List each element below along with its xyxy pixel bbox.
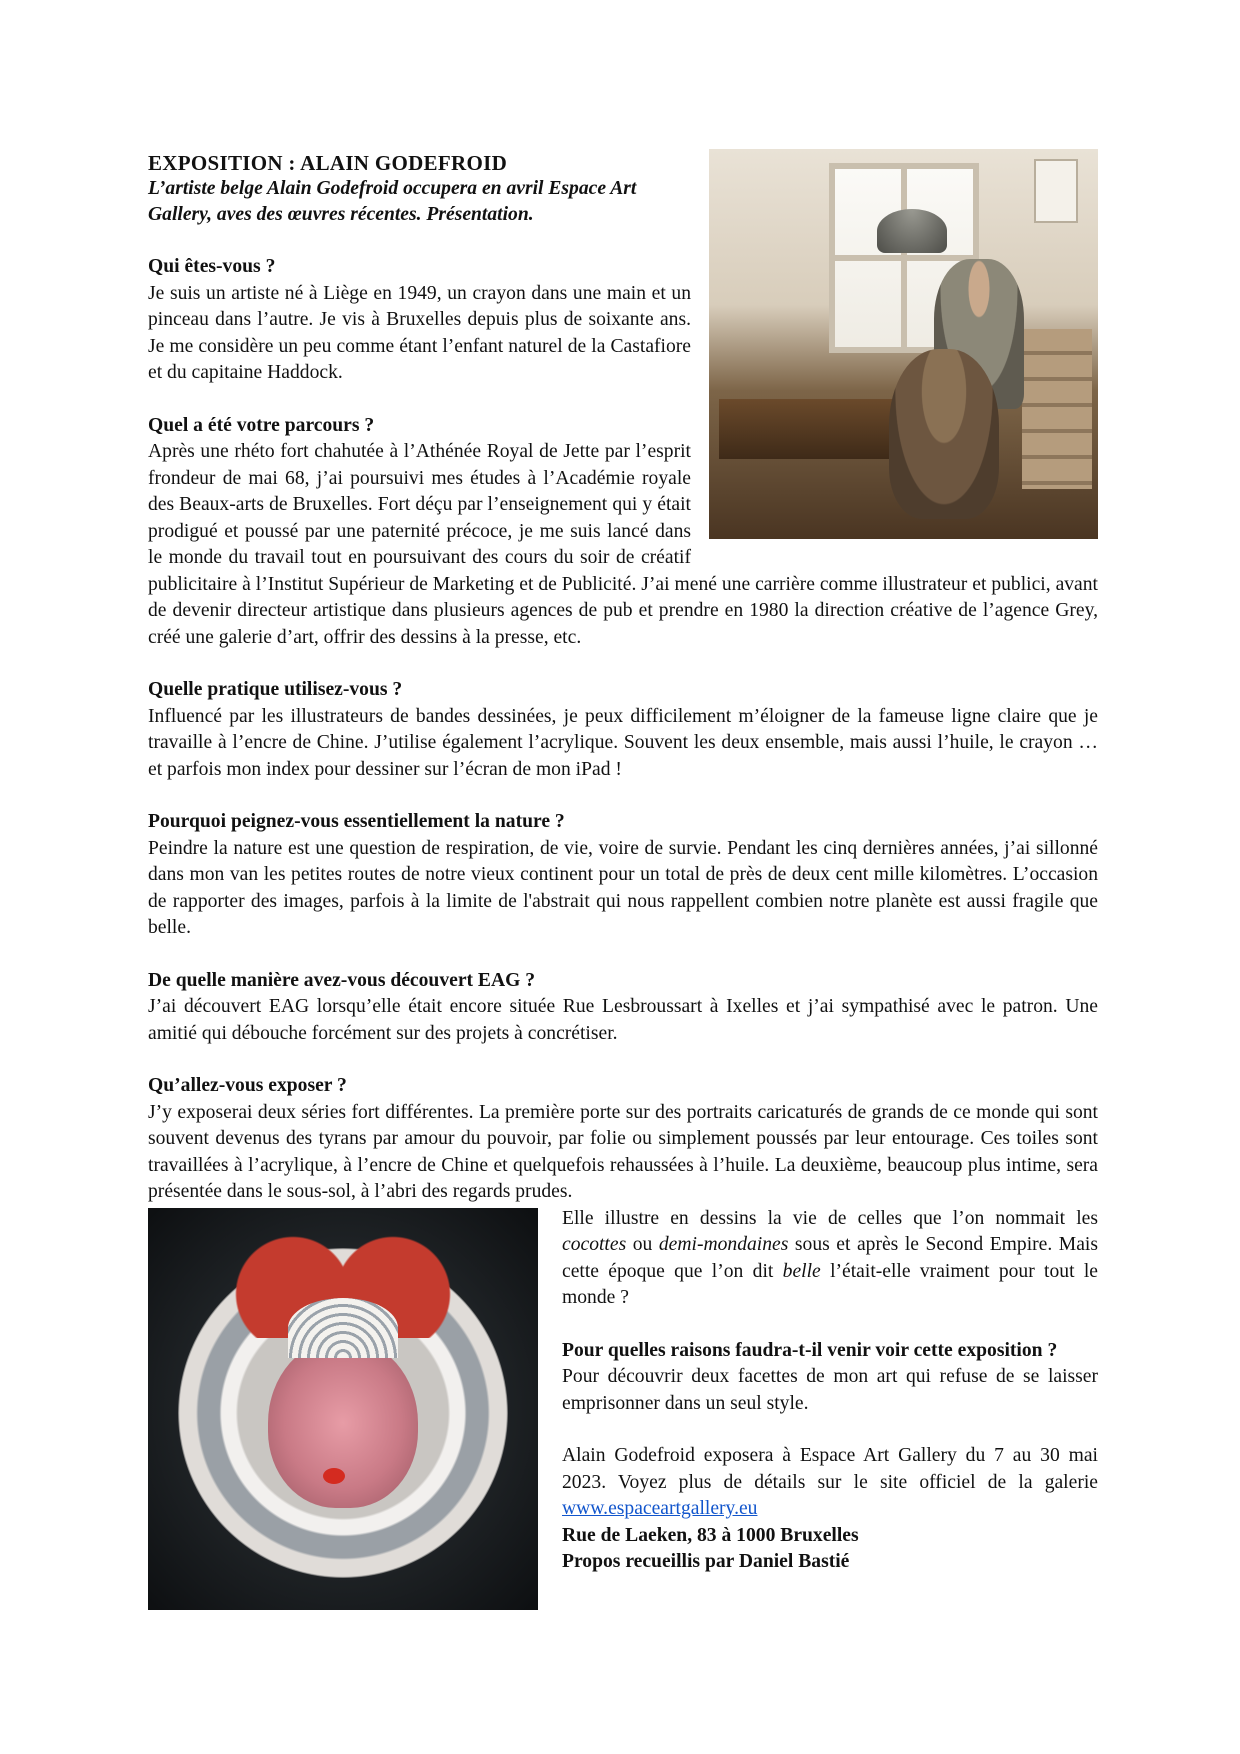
dog-figure	[889, 349, 999, 519]
interview-credit: Propos recueillis par Daniel Bastié	[562, 1551, 850, 1572]
question-practice: Quelle pratique utilisez-vous ?	[148, 679, 403, 700]
lamp-shape	[877, 209, 947, 253]
question-career: Quel a été votre parcours ?	[148, 414, 375, 436]
question-eag: De quelle manière avez-vous découvert EAG ?	[148, 969, 536, 991]
section-expose	[148, 1073, 1098, 1610]
italic-belle: belle	[782, 1260, 821, 1282]
answer-reasons: Pour découvrir deux facettes de mon art qui refuse de se laisser emprisonner dans un seul style.	[562, 1366, 1098, 1414]
wall-frame-shape	[1034, 159, 1078, 223]
answer-eag: J’ai découvert EAG lorsqu’elle était encore située Rue Lesbroussart à Ixelles et j’ai sympathisé avec le patron. Une amitié qui débouche forcément sur des projets à concrétiser.	[148, 996, 1098, 1044]
section-eag	[148, 968, 1098, 1048]
question-expose: Qu’allez-vous exposer ?	[148, 1075, 347, 1096]
article-title: EXPOSITION : ALAIN GODEFROID	[148, 151, 508, 175]
answer-who: Je suis un artiste né à Liège en 1949, un crayon dans une main et un pinceau dans l’autre. Je vis à Bruxelles depuis plus de soixante ans. Je me considère un peu comme étant l’enfant naturel de la Castafiore et du capitaine Haddock.	[148, 282, 691, 383]
answer-practice: Influencé par les illustrateurs de bandes dessinées, je peux difficilement m’éloigner de la fameuse ligne claire que je travaille à l’encre de Chine. J’utilise également l’acrylique. Souvent les deux ensemble, mais aussi l’huile, le crayon … et parfois mon index pour dessiner sur l’écran de mon iPad !	[148, 705, 1098, 780]
artist-studio-photo	[709, 149, 1098, 539]
answer-expose-2d: l’était-elle vraiment pour tout le monde ?	[562, 1260, 1098, 1308]
section-practice	[148, 677, 1098, 783]
article-lede: L’artiste belge Alain Godefroid occupera en avril Espace Art Gallery, aves des œuvres récentes. Présentation.	[148, 178, 637, 225]
shelf-shape	[1022, 329, 1092, 489]
lips-shape	[323, 1468, 345, 1484]
question-reasons: Pour quelles raisons faudra-t-il venir voir cette exposition ?	[562, 1339, 1058, 1361]
answer-nature: Peindre la nature est une question de respiration, de vie, voire de survie. Pendant les cinq dernières années, j’ai sillonné dans mon van les petites routes de notre vieux continent pour un total de près de deux cent mille kilomètres. L’occasion de rapporter des images, parfois à la limite de l'abstrait qui nous rappellent combien notre planète est aussi fragile que belle.	[148, 837, 1098, 938]
closing-sentence: Alain Godefroid exposera à Espace Art Gallery du 7 au 30 mai 2023. Voyez plus de détails sur le site officiel de la galerie	[562, 1445, 1098, 1493]
italic-cocottes: cocottes	[562, 1234, 627, 1255]
article	[148, 150, 1098, 1610]
italic-demi-mondaines: demi-mondaines	[658, 1234, 789, 1255]
gallery-address: Rue de Laeken, 83 à 1000 Bruxelles	[562, 1524, 859, 1546]
question-nature: Pourquoi peignez-vous essentiellement la nature ?	[148, 811, 565, 832]
answer-expose-2c: sous et après le Second Empire. Mais cette époque que l’on dit	[562, 1234, 1098, 1282]
section-nature	[148, 809, 1098, 942]
answer-expose-2a: Elle illustre en dessins la vie de celles que l’on nommait les	[562, 1207, 1098, 1229]
pearl-crown-shape	[288, 1298, 398, 1358]
face-shape	[268, 1338, 418, 1508]
answer-career: Après une rhéto fort chahutée à l’Athénée Royal de Jette par l’esprit frondeur de mai 68, j’ai poursuivi mes études à l’Académie royale des Beaux-arts de Bruxelles. Fort déçu par l’enseignement qui y était prodigué et poussé par une paternité précoce, je me suis lancé dans le monde du travail tout en poursuivant des cours du soir de créatif publicitaire à l’Institut Supérieur de Marketing et de Publicité. J’ai mené une carrière comme illustrateur et publici, avant de devenir directeur artistique dans plusieurs agences de pub et prendre en 1980 la direction créative de l’agence Grey, créé une galerie d’art, offrir des dessins à la presse, etc.	[148, 441, 1098, 648]
portrait-painting	[148, 1208, 538, 1610]
answer-expose-1: J’y exposerai deux séries fort différentes. La première porte sur des portraits caricaturés de grands de ce monde qui sont souvent devenus des tyrans par amour du pouvoir, par folie ou simplement poussés par leur entourage. Ces toiles sont travaillées à l’acrylique, à l’encre de Chine et quelquefois rehaussées à l’huile. La deuxième, beaucoup plus intime, sera présentée dans le sous-sol, à l’abri des regards prudes.	[148, 1101, 1098, 1202]
question-who: Qui êtes-vous ?	[148, 256, 276, 277]
answer-expose-2b: ou	[626, 1234, 659, 1255]
gallery-link[interactable]: www.espaceartgallery.eu	[562, 1498, 758, 1519]
